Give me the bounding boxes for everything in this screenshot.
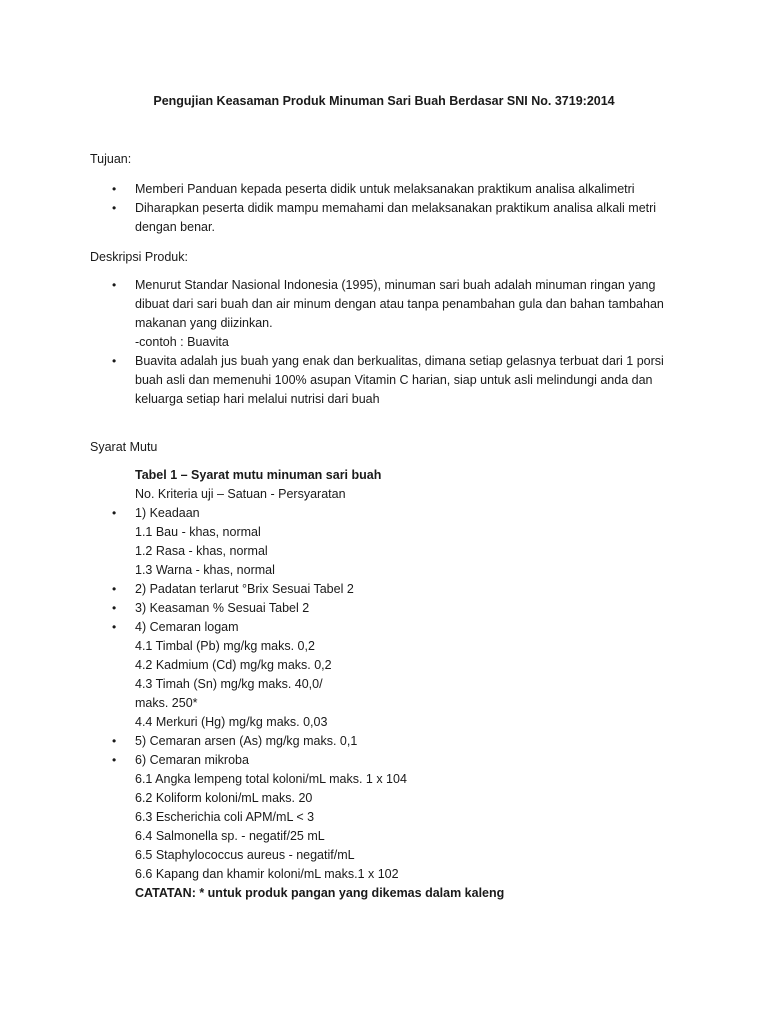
deskripsi-list <box>90 276 680 409</box>
criterion: 6.6 Kapang dan khamir koloni/mL maks.1 x 102 <box>135 867 399 881</box>
criterion: 1.1 Bau - khas, normal <box>135 525 261 539</box>
group-head: 6) Cemaran mikroba <box>135 753 249 767</box>
bullet-icon: • <box>112 506 117 520</box>
tujuan-item-2: Diharapkan peserta didik mampu memahami dan melaksanakan praktikum analisa alkali metri dengan benar. <box>135 201 657 234</box>
tujuan-heading: Tujuan: <box>90 152 132 166</box>
list-item <box>90 276 680 352</box>
list-item <box>90 180 680 199</box>
page-title: Pengujian Keasaman Produk Minuman Sari Buah Berdasar SNI No. 3719:2014 <box>153 94 615 108</box>
table-header: No. Kriteria uji – Satuan - Persyaratan <box>135 487 346 501</box>
criterion: 6.2 Koliform koloni/mL maks. 20 <box>135 791 313 805</box>
group-head: 2) Padatan terlarut °Brix Sesuai Tabel 2 <box>135 582 354 596</box>
deskripsi-item-1-line: dibuat dari sari buah dan air minum dengan atau tanpa penambahan gula dan bahan tambahan <box>135 297 664 311</box>
list-item <box>90 732 680 751</box>
criterion: 4.1 Timbal (Pb) mg/kg maks. 0,2 <box>135 639 315 653</box>
tujuan-list <box>90 180 680 237</box>
group-head: 3) Keasaman % Sesuai Tabel 2 <box>135 601 310 615</box>
bullet-icon: • <box>112 753 117 767</box>
deskripsi-item-2-line: keluarga setiap hari melalui nutrisi dari buah <box>135 392 380 406</box>
list-item <box>90 504 680 580</box>
list-item <box>90 599 680 618</box>
deskripsi-item-1-line: -contoh : Buavita <box>135 335 229 349</box>
bullet-icon: • <box>112 354 117 368</box>
criterion: 1.2 Rasa - khas, normal <box>135 544 268 558</box>
criterion: 6.3 Escherichia coli APM/mL < 3 <box>135 810 315 824</box>
catatan-note: CATATAN: * untuk produk pangan yang dikemas dalam kaleng <box>135 886 505 900</box>
syarat-list <box>90 466 680 903</box>
bullet-icon: • <box>112 201 117 215</box>
list-item <box>90 751 680 884</box>
syarat-heading: Syarat Mutu <box>90 440 158 454</box>
criterion: 1.3 Warna - khas, normal <box>135 563 275 577</box>
criterion: 4.2 Kadmium (Cd) mg/kg maks. 0,2 <box>135 658 332 672</box>
bullet-icon: • <box>112 601 117 615</box>
group-head: 5) Cemaran arsen (As) mg/kg maks. 0,1 <box>135 734 358 748</box>
list-item <box>90 618 680 732</box>
criterion: 4.3 Timah (Sn) mg/kg maks. 40,0/ <box>135 677 323 691</box>
tujuan-item-1: Memberi Panduan kepada peserta didik untuk melaksanakan praktikum analisa alkalimetri <box>135 182 635 196</box>
bullet-icon: • <box>112 278 117 292</box>
criterion: maks. 250* <box>135 696 198 710</box>
deskripsi-heading: Deskripsi Produk: <box>90 250 188 264</box>
criterion: 4.4 Merkuri (Hg) mg/kg maks. 0,03 <box>135 715 328 729</box>
deskripsi-item-2-line: Buavita adalah jus buah yang enak dan berkualitas, dimana setiap gelasnya terbuat dari 1 porsi <box>135 354 664 368</box>
deskripsi-item-1-line: makanan yang diizinkan. <box>135 316 273 330</box>
bullet-icon: • <box>112 620 117 634</box>
group-head: 1) Keadaan <box>135 506 200 520</box>
bullet-icon: • <box>112 182 117 196</box>
list-item <box>90 580 680 599</box>
criterion: 6.4 Salmonella sp. - negatif/25 mL <box>135 829 325 843</box>
criterion: 6.5 Staphylococcus aureus - negatif/mL <box>135 848 355 862</box>
deskripsi-item-2-line: buah asli dan memenuhi 100% asupan Vitamin C harian, siap untuk asli melindungi anda dan <box>135 373 653 387</box>
list-item <box>90 352 680 409</box>
bullet-icon: • <box>112 734 117 748</box>
criterion: 6.1 Angka lempeng total koloni/mL maks. 1 x 104 <box>135 772 407 786</box>
list-item <box>90 199 680 237</box>
table-title: Tabel 1 – Syarat mutu minuman sari buah <box>135 468 382 482</box>
bullet-icon: • <box>112 582 117 596</box>
deskripsi-item-1-line: Menurut Standar Nasional Indonesia (1995), minuman sari buah adalah minuman ringan yang <box>135 278 656 292</box>
group-head: 4) Cemaran logam <box>135 620 239 634</box>
